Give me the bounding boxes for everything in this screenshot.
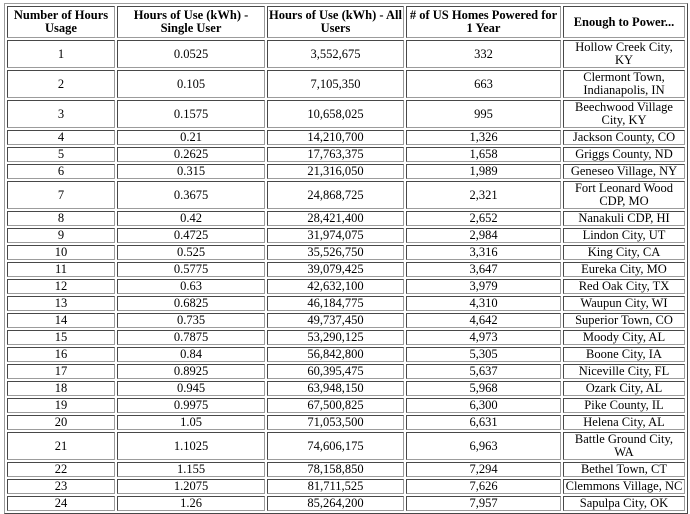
cell-kwh-all-users: 28,421,400 <box>267 211 404 226</box>
cell-homes-powered: 5,968 <box>406 381 561 396</box>
cell-homes-powered: 2,984 <box>406 228 561 243</box>
cell-enough-to-power: Battle Ground City, WA <box>563 432 685 460</box>
cell-kwh-single-user: 0.63 <box>117 279 265 294</box>
cell-homes-powered: 7,626 <box>406 479 561 494</box>
cell-enough-to-power: Boone City, IA <box>563 347 685 362</box>
cell-kwh-single-user: 1.2075 <box>117 479 265 494</box>
cell-enough-to-power: Ozark City, AL <box>563 381 685 396</box>
cell-kwh-single-user: 0.42 <box>117 211 265 226</box>
cell-homes-powered: 1,989 <box>406 164 561 179</box>
cell-enough-to-power: Bethel Town, CT <box>563 462 685 477</box>
table-row <box>7 262 685 277</box>
cell-enough-to-power: Waupun City, WI <box>563 296 685 311</box>
cell-enough-to-power: Pike County, IL <box>563 398 685 413</box>
cell-kwh-single-user: 1.26 <box>117 496 265 511</box>
cell-homes-powered: 3,979 <box>406 279 561 294</box>
cell-kwh-all-users: 56,842,800 <box>267 347 404 362</box>
table-row <box>7 313 685 328</box>
cell-homes-powered: 5,637 <box>406 364 561 379</box>
table-row <box>7 40 685 68</box>
cell-kwh-all-users: 71,053,500 <box>267 415 404 430</box>
cell-enough-to-power: Lindon City, UT <box>563 228 685 243</box>
table-row <box>7 364 685 379</box>
cell-hours-usage: 7 <box>7 181 115 209</box>
cell-hours-usage: 14 <box>7 313 115 328</box>
cell-enough-to-power: Superior Town, CO <box>563 313 685 328</box>
table-row <box>7 432 685 460</box>
cell-kwh-all-users: 60,395,475 <box>267 364 404 379</box>
cell-hours-usage: 24 <box>7 496 115 511</box>
table-row <box>7 279 685 294</box>
cell-homes-powered: 995 <box>406 100 561 128</box>
column-header-kwh-single-user: Hours of Use (kWh) - Single User <box>117 6 265 38</box>
cell-kwh-all-users: 74,606,175 <box>267 432 404 460</box>
cell-kwh-single-user: 0.315 <box>117 164 265 179</box>
table-row <box>7 245 685 260</box>
cell-hours-usage: 2 <box>7 70 115 98</box>
cell-kwh-single-user: 1.155 <box>117 462 265 477</box>
cell-homes-powered: 5,305 <box>406 347 561 362</box>
cell-enough-to-power: Moody City, AL <box>563 330 685 345</box>
cell-enough-to-power: Beechwood Village City, KY <box>563 100 685 128</box>
cell-kwh-single-user: 0.105 <box>117 70 265 98</box>
cell-homes-powered: 663 <box>406 70 561 98</box>
cell-enough-to-power: Hollow Creek City, KY <box>563 40 685 68</box>
cell-hours-usage: 22 <box>7 462 115 477</box>
column-header-kwh-all-users: Hours of Use (kWh) - All Users <box>267 6 404 38</box>
cell-kwh-single-user: 0.4725 <box>117 228 265 243</box>
cell-enough-to-power: King City, CA <box>563 245 685 260</box>
cell-kwh-all-users: 78,158,850 <box>267 462 404 477</box>
table-row <box>7 398 685 413</box>
cell-homes-powered: 2,652 <box>406 211 561 226</box>
cell-kwh-all-users: 24,868,725 <box>267 181 404 209</box>
cell-enough-to-power: Sapulpa City, OK <box>563 496 685 511</box>
cell-hours-usage: 15 <box>7 330 115 345</box>
cell-kwh-all-users: 35,526,750 <box>267 245 404 260</box>
cell-hours-usage: 16 <box>7 347 115 362</box>
cell-hours-usage: 23 <box>7 479 115 494</box>
cell-kwh-single-user: 0.9975 <box>117 398 265 413</box>
table-row <box>7 479 685 494</box>
table-row <box>7 130 685 145</box>
cell-hours-usage: 10 <box>7 245 115 260</box>
cell-hours-usage: 8 <box>7 211 115 226</box>
table-row <box>7 330 685 345</box>
column-header-enough-to-power: Enough to Power... <box>563 6 685 38</box>
cell-hours-usage: 13 <box>7 296 115 311</box>
cell-homes-powered: 332 <box>406 40 561 68</box>
cell-kwh-single-user: 0.3675 <box>117 181 265 209</box>
cell-hours-usage: 9 <box>7 228 115 243</box>
cell-kwh-single-user: 1.1025 <box>117 432 265 460</box>
table-row <box>7 462 685 477</box>
table-row <box>7 228 685 243</box>
table-row <box>7 496 685 511</box>
cell-kwh-all-users: 81,711,525 <box>267 479 404 494</box>
cell-enough-to-power: Geneseo Village, NY <box>563 164 685 179</box>
table-row <box>7 211 685 226</box>
cell-homes-powered: 4,973 <box>406 330 561 345</box>
table-row <box>7 347 685 362</box>
cell-kwh-single-user: 0.5775 <box>117 262 265 277</box>
cell-kwh-single-user: 0.525 <box>117 245 265 260</box>
cell-homes-powered: 1,326 <box>406 130 561 145</box>
cell-enough-to-power: Griggs County, ND <box>563 147 685 162</box>
cell-homes-powered: 6,631 <box>406 415 561 430</box>
header-row <box>7 6 685 38</box>
cell-kwh-all-users: 14,210,700 <box>267 130 404 145</box>
cell-kwh-all-users: 49,737,450 <box>267 313 404 328</box>
cell-hours-usage: 21 <box>7 432 115 460</box>
cell-enough-to-power: Niceville City, FL <box>563 364 685 379</box>
energy-usage-table <box>4 3 688 514</box>
cell-kwh-single-user: 0.1575 <box>117 100 265 128</box>
cell-enough-to-power: Fort Leonard Wood CDP, MO <box>563 181 685 209</box>
cell-homes-powered: 6,963 <box>406 432 561 460</box>
cell-kwh-single-user: 0.2625 <box>117 147 265 162</box>
cell-homes-powered: 3,316 <box>406 245 561 260</box>
cell-hours-usage: 3 <box>7 100 115 128</box>
cell-hours-usage: 11 <box>7 262 115 277</box>
table-row <box>7 100 685 128</box>
cell-kwh-all-users: 85,264,200 <box>267 496 404 511</box>
cell-enough-to-power: Nanakuli CDP, HI <box>563 211 685 226</box>
cell-kwh-single-user: 0.945 <box>117 381 265 396</box>
cell-homes-powered: 4,310 <box>406 296 561 311</box>
table-body <box>7 40 685 511</box>
table-row <box>7 415 685 430</box>
column-header-homes-powered: # of US Homes Powered for 1 Year <box>406 6 561 38</box>
cell-kwh-all-users: 53,290,125 <box>267 330 404 345</box>
cell-enough-to-power: Helena City, AL <box>563 415 685 430</box>
cell-homes-powered: 4,642 <box>406 313 561 328</box>
cell-enough-to-power: Red Oak City, TX <box>563 279 685 294</box>
cell-hours-usage: 6 <box>7 164 115 179</box>
cell-enough-to-power: Clemmons Village, NC <box>563 479 685 494</box>
cell-homes-powered: 6,300 <box>406 398 561 413</box>
table-row <box>7 164 685 179</box>
cell-kwh-single-user: 1.05 <box>117 415 265 430</box>
cell-homes-powered: 7,294 <box>406 462 561 477</box>
cell-kwh-single-user: 0.84 <box>117 347 265 362</box>
cell-kwh-all-users: 31,974,075 <box>267 228 404 243</box>
cell-kwh-all-users: 39,079,425 <box>267 262 404 277</box>
cell-kwh-all-users: 3,552,675 <box>267 40 404 68</box>
cell-hours-usage: 5 <box>7 147 115 162</box>
cell-kwh-single-user: 0.0525 <box>117 40 265 68</box>
cell-kwh-single-user: 0.6825 <box>117 296 265 311</box>
cell-homes-powered: 7,957 <box>406 496 561 511</box>
table-row <box>7 70 685 98</box>
cell-homes-powered: 1,658 <box>406 147 561 162</box>
cell-kwh-all-users: 63,948,150 <box>267 381 404 396</box>
cell-kwh-all-users: 10,658,025 <box>267 100 404 128</box>
table-row <box>7 147 685 162</box>
table-row <box>7 296 685 311</box>
cell-kwh-all-users: 67,500,825 <box>267 398 404 413</box>
cell-kwh-single-user: 0.8925 <box>117 364 265 379</box>
cell-hours-usage: 18 <box>7 381 115 396</box>
cell-kwh-all-users: 17,763,375 <box>267 147 404 162</box>
cell-hours-usage: 19 <box>7 398 115 413</box>
cell-hours-usage: 1 <box>7 40 115 68</box>
cell-hours-usage: 12 <box>7 279 115 294</box>
column-header-hours-usage: Number of Hours Usage <box>7 6 115 38</box>
cell-enough-to-power: Eureka City, MO <box>563 262 685 277</box>
cell-kwh-all-users: 21,316,050 <box>267 164 404 179</box>
cell-enough-to-power: Jackson County, CO <box>563 130 685 145</box>
cell-hours-usage: 20 <box>7 415 115 430</box>
cell-kwh-all-users: 46,184,775 <box>267 296 404 311</box>
cell-enough-to-power: Clermont Town, Indianapolis, IN <box>563 70 685 98</box>
cell-kwh-single-user: 0.7875 <box>117 330 265 345</box>
cell-homes-powered: 3,647 <box>406 262 561 277</box>
cell-hours-usage: 4 <box>7 130 115 145</box>
cell-kwh-single-user: 0.21 <box>117 130 265 145</box>
cell-kwh-all-users: 42,632,100 <box>267 279 404 294</box>
cell-hours-usage: 17 <box>7 364 115 379</box>
table-row <box>7 181 685 209</box>
cell-kwh-single-user: 0.735 <box>117 313 265 328</box>
cell-homes-powered: 2,321 <box>406 181 561 209</box>
cell-kwh-all-users: 7,105,350 <box>267 70 404 98</box>
table-row <box>7 381 685 396</box>
